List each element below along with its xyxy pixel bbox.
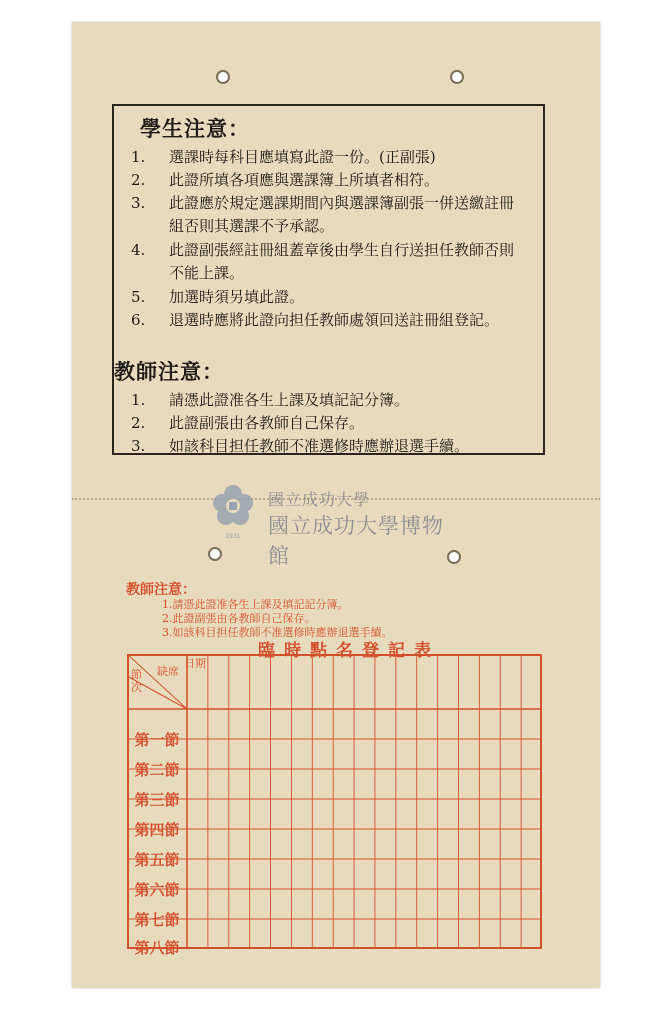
- item-text: 此證副張經註冊組蓋章後由學生自行送担任教師否則不能上課。: [169, 241, 515, 282]
- notice-box: [112, 104, 545, 455]
- attendance-grid: [127, 654, 542, 949]
- item-number: 2.: [131, 171, 146, 189]
- row-label-period-2: 第二節: [134, 761, 180, 779]
- item-number: 5.: [131, 288, 146, 306]
- attendance-table-title: 臨時點名登記表: [258, 641, 440, 661]
- item-number: 1.: [131, 148, 146, 166]
- punch-hole-middle-left: [208, 547, 222, 561]
- row-label-period-1: 第一節: [134, 731, 180, 749]
- item-number: 6.: [131, 311, 146, 329]
- red-notice-item: 2.此證副張由各教師自己保存。: [162, 612, 316, 625]
- item-text: 請憑此證准各生上課及填記記分簿。: [169, 391, 410, 409]
- row-label-period-5: 第五節: [134, 851, 180, 869]
- museum-name: 國立成功大學博物館: [268, 514, 444, 568]
- item-number: 3.: [131, 437, 146, 455]
- item-number: 2.: [131, 414, 146, 432]
- red-notice-item: 3.如該科目担任教師不准選修時應辦退選手續。: [162, 626, 393, 639]
- student-notice-heading: 學生注意：: [140, 116, 250, 141]
- museum-brand-script: 國立成功大學: [268, 490, 371, 509]
- attendance-table: [127, 654, 542, 957]
- item-text: 此證副張由各教師自己保存。: [169, 414, 365, 432]
- item-text: 此證應於規定選課期間內與選課簿副張一併送繳註冊組否則其選課不予承認。: [169, 194, 515, 235]
- row-label-period-3: 第三節: [134, 791, 180, 809]
- punch-hole-top-left: [216, 70, 230, 84]
- museum-watermark: [210, 484, 450, 568]
- course-selection-card: [72, 22, 600, 988]
- item-text: 選課時每科目應填寫此證一份。(正副張): [169, 148, 436, 166]
- item-number: 3.: [131, 194, 146, 212]
- item-text: 退選時應將此證向担任教師處領回送註冊組登記。: [169, 311, 500, 329]
- row-label-period-7: 第七節: [134, 911, 180, 929]
- teacher-notice-heading: 教師注意：: [114, 359, 224, 384]
- corner-date-label: 日期: [184, 657, 206, 670]
- corner-absent-label: 缺席: [157, 665, 179, 678]
- corner-period-label: 節次: [131, 668, 142, 694]
- ncku-plum-blossom-emblem-icon: [210, 484, 256, 542]
- punch-hole-middle-right: [447, 550, 461, 564]
- item-text: 加選時須另填此證。: [169, 288, 305, 306]
- red-teacher-notice-heading: 教師注意：: [126, 582, 196, 598]
- row-label-period-8: 第八節: [134, 939, 180, 957]
- item-text: 如該科目担任教師不准選修時應辦退選手續。: [169, 437, 470, 455]
- row-label-period-6: 第六節: [134, 881, 180, 899]
- item-text: 此證所填各項應與選課簿上所填者相符。: [169, 171, 440, 189]
- red-notice-item: 1.請憑此證准各生上課及填記記分簿。: [162, 598, 349, 611]
- punch-hole-top-right: [450, 70, 464, 84]
- item-number: 4.: [131, 241, 146, 259]
- svg-text:1931: 1931: [225, 533, 241, 540]
- item-number: 1.: [131, 391, 146, 409]
- row-label-period-4: 第四節: [134, 821, 180, 839]
